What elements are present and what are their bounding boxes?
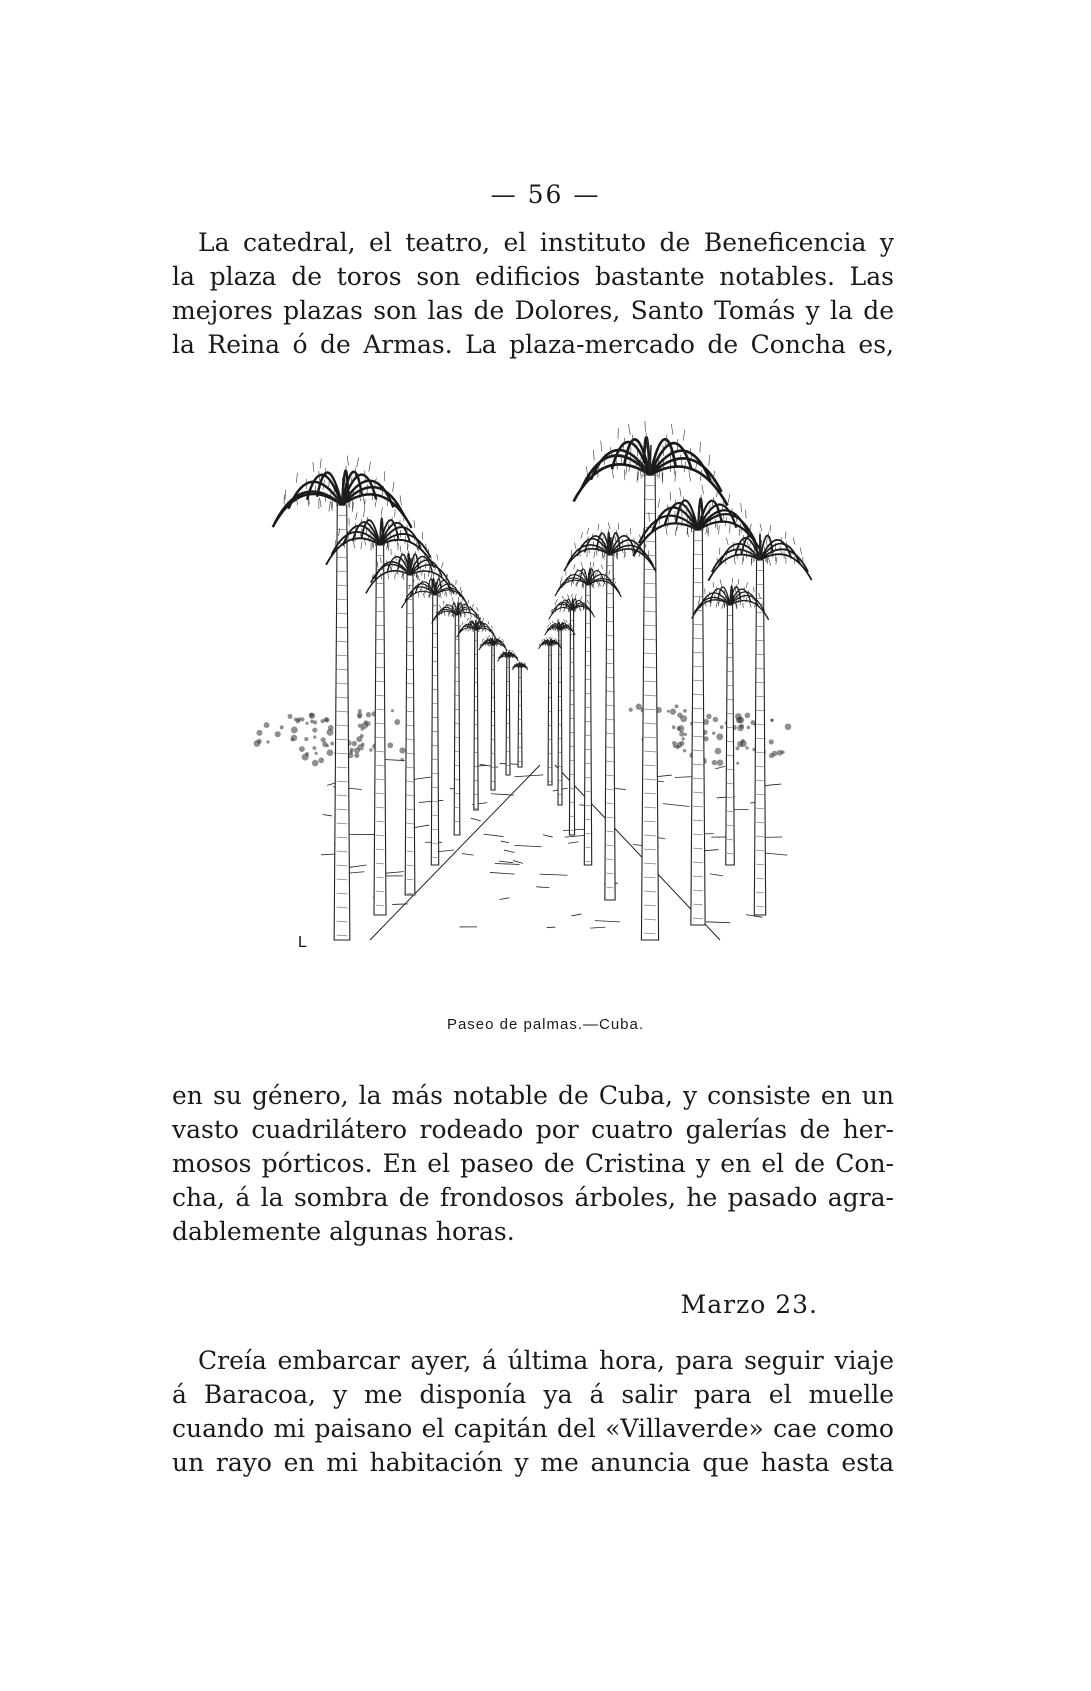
text-line: mosos pórticos. En el paseo de Cristina y en el de Con- xyxy=(172,1149,894,1178)
page-number: — 56 — xyxy=(490,180,601,209)
text-line: la Reina ó de Armas. La plaza-mercado de Concha es, xyxy=(172,330,894,359)
paragraph-3 xyxy=(172,1344,894,1480)
entry-date: Marzo 23. xyxy=(680,1290,818,1319)
palm-tree-shape xyxy=(498,650,519,775)
palm-avenue-illustration xyxy=(250,395,840,1025)
palm-tree-shape xyxy=(273,456,412,940)
illustration-caption: Paseo de palmas.—Cuba. xyxy=(446,1016,645,1033)
text-line: La catedral, el teatro, el instituto de Beneficencia y xyxy=(198,228,894,257)
text-line: en su género, la más notable de Cuba, y consiste en un xyxy=(172,1081,894,1110)
text-line: un rayo en mi habitación y me anuncia que hasta esta xyxy=(172,1448,894,1477)
palm-tree-shape xyxy=(479,635,507,790)
paragraph-2 xyxy=(172,1079,894,1249)
palm-tree-shape xyxy=(512,662,528,767)
text-line: cuando mi paisano el capitán del «Villaverde» cae como xyxy=(172,1414,894,1443)
palm-avenue-engraving xyxy=(250,395,840,1025)
text-line: mejores plazas son las de Dolores, Santo Tomás y la de xyxy=(172,296,894,325)
paragraph-1 xyxy=(172,226,894,362)
text-line: Creía embarcar ayer, á última hora, para seguir viaje xyxy=(198,1346,894,1375)
text-line: cha, á la sombra de frondosos árboles, he pasado agra- xyxy=(172,1183,894,1212)
palm-tree-shape xyxy=(708,524,811,915)
artist-signature: L xyxy=(298,934,307,951)
text-line: á Baracoa, y me disponía ya á salir para el muelle xyxy=(172,1380,894,1409)
text-line: dablemente algunas horas. xyxy=(172,1217,515,1246)
text-line: vasto cuadrilátero rodeado por cuatro galerías de her- xyxy=(172,1115,894,1144)
bush-shape xyxy=(305,709,414,761)
text-line: la plaza de toros son edificios bastante notables. Las xyxy=(172,262,894,291)
